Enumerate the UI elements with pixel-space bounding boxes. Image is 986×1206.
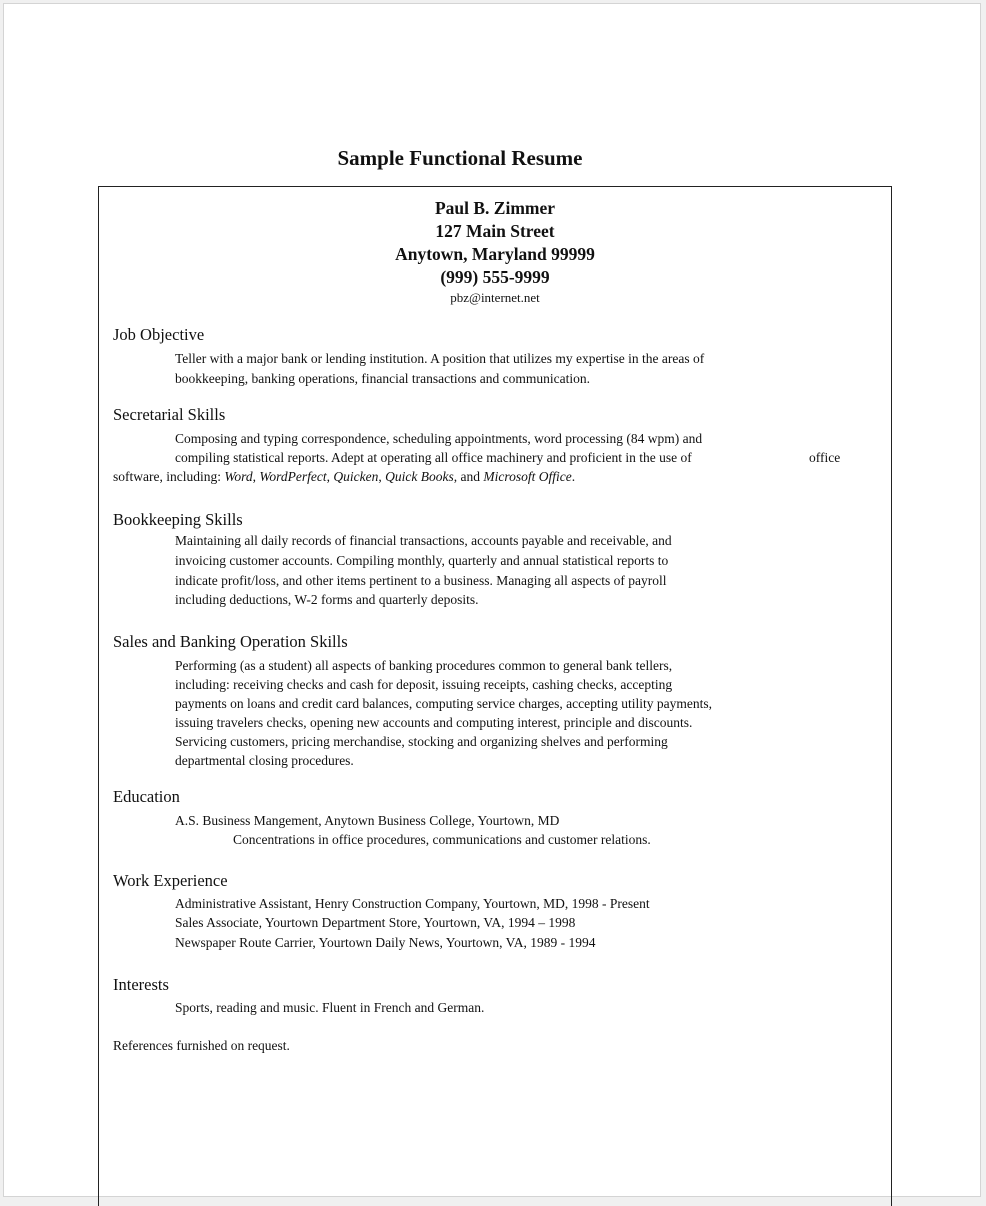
- job-objective-line: bookkeeping, banking operations, financial transactions and communication.: [175, 371, 591, 386]
- separator: .: [571, 469, 576, 484]
- document-title: Sample Functional Resume: [337, 146, 583, 170]
- job-objective-line: Teller with a major bank or lending institution. A position that utilizes my expertise in the areas of: [175, 351, 705, 366]
- education-degree: A.S. Business Mangement, Anytown Business College, Yourtown, MD: [175, 813, 560, 828]
- work-experience-item: Sales Associate, Yourtown Department Store, Yourtown, VA, 1994 – 1998: [175, 915, 576, 930]
- section-heading-interests: Interests: [113, 975, 169, 994]
- interests-text: Sports, reading and music. Fluent in French and German.: [175, 1000, 485, 1015]
- software-microsoft-office: Microsoft Office: [483, 469, 572, 484]
- sales-banking-line: Servicing customers, pricing merchandise, stocking and organizing shelves and performing: [175, 734, 668, 749]
- software-wordperfect: WordPerfect: [259, 469, 327, 484]
- contact-street: 127 Main Street: [435, 221, 555, 241]
- sales-banking-line: including: receiving checks and cash for deposit, issuing receipts, cashing checks, accepting: [175, 677, 673, 692]
- software-prefix: software, including:: [113, 469, 225, 484]
- section-heading-sales-banking: Sales and Banking Operation Skills: [113, 632, 348, 651]
- bookkeeping-line: invoicing customer accounts. Compiling monthly, quarterly and annual statistical reports to: [175, 553, 669, 568]
- contact-name: Paul B. Zimmer: [434, 198, 556, 218]
- software-quicken: Quicken: [333, 469, 379, 484]
- secretarial-line: Composing and typing correspondence, scheduling appointments, word processing (84 wpm) and: [175, 431, 703, 446]
- contact-phone: (999) 555-9999: [440, 267, 550, 287]
- separator: ,: [252, 469, 260, 484]
- sales-banking-line: payments on loans and credit card balances, computing service charges, accepting utility payments,: [175, 696, 712, 711]
- separator: , and: [453, 469, 484, 484]
- references-note: References furnished on request.: [113, 1038, 290, 1053]
- software-word: Word: [224, 469, 253, 484]
- section-heading-bookkeeping-skills: Bookkeeping Skills: [113, 510, 243, 529]
- work-experience-item: Administrative Assistant, Henry Construction Company, Yourtown, MD, 1998 - Present: [175, 896, 650, 911]
- work-experience-item: Newspaper Route Carrier, Yourtown Daily News, Yourtown, VA, 1989 - 1994: [175, 935, 596, 950]
- separator: ,: [326, 469, 334, 484]
- sales-banking-line: issuing travelers checks, opening new accounts and computing interest, principle and discounts.: [175, 715, 693, 730]
- education-concentration: Concentrations in office procedures, communications and customer relations.: [233, 832, 651, 847]
- separator: ,: [378, 469, 386, 484]
- software-quick-books: Quick Books: [385, 469, 454, 484]
- secretarial-software-line: [113, 467, 575, 486]
- document-page: [3, 3, 981, 1197]
- bookkeeping-line: Maintaining all daily records of financial transactions, accounts payable and receivable, and: [175, 533, 672, 548]
- bookkeeping-line: indicate profit/loss, and other items pertinent to a business. Managing all aspects of payroll: [175, 573, 667, 588]
- section-heading-secretarial-skills: Secretarial Skills: [113, 405, 226, 424]
- contact-block: [99, 197, 891, 306]
- section-heading-work-experience: Work Experience: [113, 871, 228, 890]
- resume-frame: [98, 186, 892, 1206]
- contact-email: pbz@internet.net: [450, 290, 540, 305]
- secretarial-line: compiling statistical reports. Adept at operating all office machinery and proficient in the use of: [175, 450, 692, 465]
- sales-banking-line: departmental closing procedures.: [175, 753, 354, 768]
- secretarial-line-tail: office: [809, 450, 841, 465]
- sales-banking-line: Performing (as a student) all aspects of banking procedures common to general bank tellers,: [175, 658, 673, 673]
- bookkeeping-line: including deductions, W-2 forms and quarterly deposits.: [175, 592, 479, 607]
- section-heading-education: Education: [113, 787, 180, 806]
- section-heading-job-objective: Job Objective: [113, 325, 205, 344]
- contact-city: Anytown, Maryland 99999: [395, 244, 595, 264]
